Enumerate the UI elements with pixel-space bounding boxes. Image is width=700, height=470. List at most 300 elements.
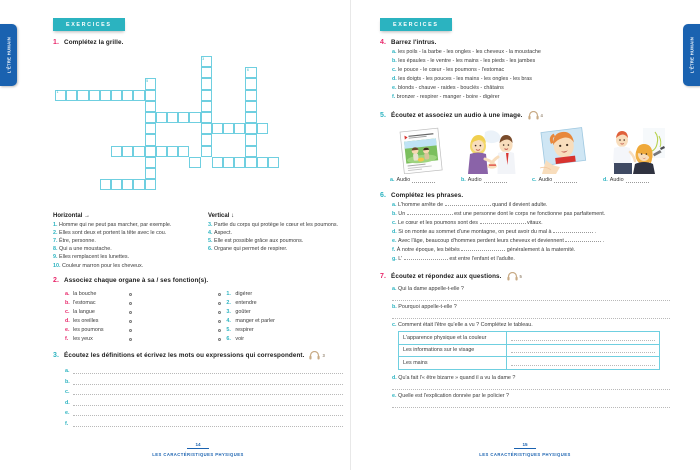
table-row-input[interactable] (507, 344, 660, 357)
intrus-letter: a. (392, 49, 398, 55)
caption-text-d: Audio (609, 176, 624, 183)
footer-title-left: LES CARACTÉRISTIQUES PHYSIQUES (152, 452, 244, 457)
intrus-item[interactable] (392, 93, 670, 102)
matching-left-text: les oreilles (73, 318, 99, 325)
table-row-dotted-line (511, 365, 655, 366)
exercise-7-heading (380, 272, 670, 281)
table-row-dotted-line (511, 340, 655, 341)
crossword-cell[interactable] (201, 134, 212, 145)
page-number-left: 14 (187, 442, 209, 449)
fill-blank-input[interactable] (407, 210, 453, 215)
intrus-item[interactable] (392, 66, 670, 75)
caption-letter-c: c. (532, 176, 537, 183)
footer-right (380, 433, 670, 458)
crossword-cell[interactable] (201, 112, 212, 123)
matching-left-dot[interactable] (129, 338, 132, 341)
image-option-b[interactable] (461, 126, 524, 183)
exercise-5-number: 5. (380, 111, 387, 119)
fill-blank-before: Si on monte au sommet d'une montagne, on peut avoir du mal à (398, 228, 554, 235)
crossword-cell[interactable] (223, 157, 234, 168)
answer-line-row[interactable] (53, 364, 343, 375)
table-row-label: Les informations sur le visage (399, 344, 507, 357)
clue-number: 9. (53, 254, 59, 261)
answer-line-blank[interactable] (73, 379, 343, 385)
intrus-letter: e. (392, 85, 398, 92)
crossword-cell[interactable] (167, 112, 178, 123)
image-option-c[interactable] (532, 126, 595, 183)
crossword-cell[interactable] (245, 90, 256, 101)
crossword-cell[interactable] (189, 157, 200, 168)
side-tab-right-label: L'ÊTRE HUMAIN (689, 36, 694, 74)
matching-right-dot[interactable] (218, 338, 221, 341)
question-7a-text: Qui la dame appelle-t-elle ? (398, 286, 464, 293)
crossword-cell[interactable] (234, 123, 245, 134)
exercise-4-list[interactable] (380, 48, 670, 103)
caption-blank-a[interactable] (412, 178, 435, 183)
table-row (399, 344, 660, 357)
crossword-cell[interactable] (145, 179, 156, 190)
crossword-cell[interactable] (145, 168, 156, 179)
exercise-7-number: 7. (380, 273, 387, 281)
illustration-hair-salon (603, 126, 666, 174)
caption-text-b: Audio (467, 176, 482, 183)
exercise-6-title: Complétez les phrases. (391, 191, 464, 199)
matching-right-number: 4. (226, 318, 231, 325)
fill-blank-letter: g. (392, 256, 399, 263)
matching-left-text: la bouche (73, 291, 97, 298)
clue-item (208, 245, 343, 253)
matching-right-text: manger et parler (235, 318, 275, 325)
intrus-letter: f. (392, 94, 397, 101)
page-number-right: 15 (514, 442, 536, 449)
clue-number: 5. (208, 237, 214, 244)
table-row-dotted-line (511, 352, 655, 353)
clue-text: Elles sont deux et portent la tête avec le cou. (59, 229, 167, 236)
crossword-cell[interactable] (201, 146, 212, 157)
headphone-glyph-7 (507, 272, 518, 281)
crossword-cell[interactable] (100, 90, 111, 101)
caption-c (532, 177, 595, 183)
clues-vertical (208, 213, 343, 270)
exercise-6-heading (380, 192, 670, 199)
fill-blank-input[interactable] (404, 255, 448, 260)
caption-blank-d[interactable] (626, 178, 649, 183)
matching-row (53, 326, 343, 335)
crossword-cell-number: 3 (202, 56, 205, 61)
matching-right-number: 1. (226, 291, 231, 298)
fill-blank-before: À notre époque, les bébés (396, 247, 462, 254)
fill-blank-before: Le cœur et les poumons sont des (398, 219, 480, 226)
fill-blank-input[interactable] (553, 228, 593, 233)
crossword-cell[interactable] (156, 112, 167, 123)
answer-line-row[interactable] (53, 416, 343, 427)
answer-line-blank[interactable] (73, 389, 343, 395)
matching-right-text: voir (235, 336, 245, 343)
crossword-cell[interactable] (122, 146, 133, 157)
question-7a-letter: a. (392, 286, 397, 293)
crossword-cell[interactable] (145, 157, 156, 168)
crossword-cell[interactable] (234, 157, 245, 168)
intrus-text: blonds - chauve - raides - bouclés - châtains (398, 85, 504, 92)
question-7e-letter: e. (392, 392, 397, 399)
answer-line-letter: c. (65, 389, 70, 396)
clue-number: 10. (53, 262, 62, 269)
matching-right-dot[interactable] (218, 311, 221, 314)
intrus-letter: c. (392, 67, 398, 74)
caption-a (390, 177, 453, 183)
caption-d (603, 177, 666, 183)
fill-blank-item[interactable] (392, 255, 670, 264)
crossword-cell[interactable] (245, 123, 256, 134)
table-row-label: L'apparence physique et la couleur (399, 332, 507, 345)
exercise-3-number: 3. (53, 351, 60, 359)
answer-line-row[interactable] (53, 385, 343, 396)
crossword-cell[interactable] (145, 134, 156, 145)
matching-right-dot[interactable] (218, 302, 221, 305)
crossword-cell[interactable] (245, 101, 256, 112)
answer-line-7b[interactable] (392, 310, 670, 319)
clues-horizontal (53, 213, 188, 270)
fill-blank-after: généralement à la maternité. (505, 247, 576, 254)
matching-left-dot[interactable] (129, 311, 132, 314)
clue-item (208, 221, 343, 229)
exercise-2-number: 2. (53, 276, 60, 284)
crossword-cell[interactable] (245, 134, 256, 145)
intrus-text: bronzer - respirer - manger - boire - digérer (396, 94, 500, 101)
crossword-cell[interactable] (89, 90, 100, 101)
crossword-cell[interactable] (167, 146, 178, 157)
exercise-1-heading (53, 39, 343, 46)
clue-item (208, 229, 343, 237)
crossword-cell[interactable] (178, 112, 189, 123)
matching-right-text: entendre (235, 300, 257, 307)
matching-left-letter: e. (65, 327, 70, 334)
crossword-cell[interactable] (111, 179, 122, 190)
fill-blank-item[interactable] (392, 246, 670, 255)
crossword-cell[interactable] (111, 146, 122, 157)
audio-number-7: 5 (519, 274, 522, 280)
crossword-cell[interactable] (245, 67, 256, 78)
clue-item (208, 237, 343, 245)
matching-right-text: goûter (235, 309, 251, 316)
fill-blank-letter: e. (392, 237, 398, 244)
matching-right-number: 2. (226, 300, 231, 307)
matching-right-dot[interactable] (218, 293, 221, 296)
table-row (399, 332, 660, 345)
exercise-3-title: Écoutez les définitions et écrivez les mots ou expressions qui correspondent. (64, 351, 305, 359)
answer-line-letter: f. (65, 420, 69, 427)
answer-line-7e[interactable] (392, 399, 670, 408)
question-7d-letter: d. (392, 374, 397, 381)
answer-line-letter: d. (65, 399, 70, 406)
question-7d-text: Qu'a fait l'« être bizarre » quand il a vu la dame ? (398, 374, 516, 381)
fill-blank-after: vitaux. (525, 219, 543, 226)
crossword-cell-number: 6 (246, 67, 249, 72)
crossword-cell[interactable] (122, 179, 133, 190)
crossword-cell[interactable] (133, 146, 144, 157)
crossword-cell[interactable] (145, 90, 156, 101)
fill-blank-before: Avec l'âge, beaucoup d'hommes perdent leurs cheveux et deviennent (398, 237, 566, 244)
clue-item (53, 237, 188, 245)
caption-letter-d: d. (603, 176, 608, 183)
headphone-icon-7 (507, 272, 522, 281)
matching-left-letter: f. (65, 336, 69, 343)
fill-blank-item[interactable] (392, 201, 670, 210)
clue-number: 1. (53, 221, 59, 228)
matching-row (53, 290, 343, 299)
clue-text: Couleur marron pour les cheveux. (62, 262, 144, 269)
table-row-input[interactable] (507, 357, 660, 370)
answer-line-7a[interactable] (392, 292, 670, 301)
page-left (17, 0, 350, 470)
matching-row (53, 308, 343, 317)
fill-blank-before: L'homme arrête de (398, 201, 445, 208)
clue-item (53, 229, 188, 237)
answer-line-row[interactable] (53, 374, 343, 385)
crossword-cell[interactable] (201, 90, 212, 101)
crossword-cell[interactable] (257, 157, 268, 168)
matching-left-dot[interactable] (129, 320, 132, 323)
crossword-cell[interactable] (245, 112, 256, 123)
crossword-cell[interactable] (212, 123, 223, 134)
crossword-cell[interactable] (156, 146, 167, 157)
matching-row (53, 299, 343, 308)
exercise-2-heading (53, 277, 343, 284)
crossword-cell[interactable] (257, 123, 268, 134)
table-row-label: Les mains (399, 357, 507, 370)
exercise-6-list[interactable] (380, 201, 670, 265)
matching-left-letter: c. (65, 309, 70, 316)
crossword-cell[interactable] (66, 90, 77, 101)
answer-lines-ex3[interactable] (53, 364, 343, 427)
question-7c-text: Comment était l'être qu'elle a vu ? Complétez le tableau. (398, 322, 533, 329)
crossword-cell[interactable] (223, 123, 234, 134)
description-table[interactable] (398, 331, 660, 370)
answer-line-blank[interactable] (73, 368, 343, 374)
matching-left-text: les yeux (73, 336, 93, 343)
fill-blank-after: . (593, 228, 597, 235)
caption-text-a: Audio (396, 176, 411, 183)
clue-number: 8. (53, 246, 59, 253)
intrus-item[interactable] (392, 75, 670, 84)
question-7c (380, 322, 670, 328)
intrus-item[interactable] (392, 57, 670, 66)
crossword-cell[interactable] (145, 112, 156, 123)
crossword-cell[interactable] (201, 101, 212, 112)
answer-line-letter: e. (65, 410, 70, 417)
matching-left-dot[interactable] (129, 293, 132, 296)
crossword-cell[interactable] (245, 146, 256, 157)
caption-blank-b[interactable] (484, 178, 507, 183)
fill-blank-after: est entre l'enfant et l'adulte. (447, 256, 515, 263)
crossword-cell[interactable] (111, 90, 122, 101)
fill-blank-letter: a. (392, 201, 398, 208)
fill-blank-after: quand il devient adulte. (490, 201, 548, 208)
fill-blank-item[interactable] (392, 210, 670, 219)
question-7c-letter: c. (392, 322, 397, 329)
matching-left-text: l'estomac (73, 300, 96, 307)
fill-blank-input[interactable] (461, 246, 505, 251)
illustration-framed-portrait (532, 126, 595, 174)
crossword-cell[interactable] (212, 157, 223, 168)
crossword-cell[interactable] (145, 78, 156, 89)
crossword-cell[interactable] (100, 179, 111, 190)
matching-left-letter: d. (65, 318, 70, 325)
answer-line-blank[interactable] (73, 410, 343, 416)
crossword-cell[interactable] (268, 157, 279, 168)
exercices-badge-right: EXERCICES (380, 18, 452, 31)
intrus-letter: b. (392, 58, 399, 65)
fill-blank-letter: f. (392, 247, 397, 254)
headphone-glyph-5 (528, 111, 539, 120)
crossword-cell[interactable] (245, 78, 256, 89)
clue-number: 6. (208, 246, 214, 253)
question-7b-letter: b. (392, 304, 397, 311)
exercise-7-title: Écoutez et répondez aux questions. (391, 273, 502, 281)
answer-line-letter: b. (65, 378, 70, 385)
fill-blank-item[interactable] (392, 237, 670, 246)
side-tab-left (0, 24, 17, 86)
side-tab-left-label: L'ÊTRE HUMAIN (6, 36, 11, 74)
caption-b (461, 177, 524, 183)
exercise-5-heading (380, 111, 670, 120)
question-7b-text: Pourquoi appelle-t-elle ? (398, 304, 457, 311)
crossword-cell-number: 1 (56, 90, 59, 95)
exercise-1-number: 1. (53, 39, 60, 46)
exercise-4-title: Barrez l'intrus. (391, 39, 437, 46)
crossword-cell[interactable] (77, 90, 88, 101)
clues-horizontal-title: Horizontal → (53, 213, 90, 219)
answer-line-letter: a. (65, 368, 70, 375)
clue-text: Homme qui ne peut pas marcher, par exemple. (59, 221, 172, 228)
matching-left-letter: a. (65, 291, 70, 298)
exercise-6-number: 6. (380, 191, 387, 199)
footer-title-right: LES CARACTÉRISTIQUES PHYSIQUES (479, 452, 571, 457)
headphone-icon-5 (528, 111, 543, 120)
clue-text: Qui a une moustache. (59, 246, 112, 253)
clue-text: Être, personne. (59, 237, 96, 244)
crossword-cell[interactable] (145, 123, 156, 134)
intrus-item[interactable] (392, 48, 670, 57)
crossword-cell[interactable] (133, 179, 144, 190)
audio-number-3: 3 (322, 352, 325, 358)
exercise-5-images (380, 126, 670, 183)
matching-left-dot[interactable] (129, 302, 132, 305)
clue-text: Organe qui permet de respirer. (214, 246, 288, 253)
caption-letter-a: a. (390, 176, 395, 183)
answer-line-blank[interactable] (73, 400, 343, 406)
matching-right-number: 5. (226, 327, 231, 334)
crossword-cell-number: 5 (146, 79, 149, 84)
crossword-cell[interactable] (201, 78, 212, 89)
clue-text: Elles remplacent les lunettes. (59, 254, 130, 261)
crossword-cell[interactable] (201, 67, 212, 78)
exercices-badge-left: EXERCICES (53, 18, 125, 31)
headphone-glyph-3 (309, 351, 320, 360)
crossword-cell[interactable] (133, 90, 144, 101)
clue-text: Partie du corps qui protège le cœur et les poumons. (214, 221, 339, 228)
clue-item (53, 253, 188, 261)
footer-left (53, 433, 343, 458)
answer-line-blank[interactable] (73, 421, 343, 427)
clue-number: 4. (208, 229, 214, 236)
matching-left-dot[interactable] (129, 329, 132, 332)
matching-left-text: les poumons (73, 327, 104, 334)
crossword-cell[interactable] (145, 101, 156, 112)
fill-blank-letter: c. (392, 219, 398, 226)
fill-blank-item[interactable] (392, 228, 670, 237)
answer-line-row[interactable] (53, 406, 343, 417)
crossword-cell[interactable] (178, 146, 189, 157)
caption-letter-b: b. (461, 176, 466, 183)
fill-blank-item[interactable] (392, 219, 670, 228)
clue-text: Elle est possible grâce aux poumons. (214, 237, 304, 244)
image-option-a[interactable] (390, 126, 453, 183)
intrus-text: le pouce - le cœur - les poumons - l'estomac (398, 67, 505, 74)
answer-line-7d[interactable] (392, 381, 670, 390)
fill-blank-after: . (601, 237, 605, 244)
image-option-d[interactable] (603, 126, 666, 183)
answer-line-row[interactable] (53, 395, 343, 406)
clue-number: 3. (208, 221, 214, 228)
exercise-4-heading (380, 39, 670, 46)
matching-left-text: la langue (73, 309, 95, 316)
matching-right-dot[interactable] (218, 320, 221, 323)
fill-blank-letter: b. (392, 210, 399, 217)
audio-number-5: 4 (540, 112, 543, 118)
caption-blank-c[interactable] (554, 178, 577, 183)
crossword-cell[interactable] (189, 112, 200, 123)
crossword-cell[interactable] (145, 146, 156, 157)
crossword-cell[interactable] (55, 90, 66, 101)
table-row-input[interactable] (507, 332, 660, 345)
exercise-4-number: 4. (380, 39, 387, 46)
matching-right-text: digérer (235, 291, 253, 298)
matching-right-text: respirer (235, 327, 254, 334)
clue-number: 2. (53, 229, 59, 236)
fill-blank-input[interactable] (565, 237, 601, 242)
headphone-icon-3 (309, 351, 324, 360)
matching-right-dot[interactable] (218, 329, 221, 332)
clue-item (53, 245, 188, 253)
intrus-letter: d. (392, 76, 399, 83)
table-row (399, 357, 660, 370)
intrus-text: les doigts - les pouces - les mains - les ongles - les bras (398, 76, 532, 83)
matching-right-number: 3. (226, 309, 231, 316)
crossword-cell[interactable] (201, 123, 212, 134)
crossword-cell[interactable] (122, 90, 133, 101)
matching-list[interactable] (53, 290, 343, 344)
intrus-item[interactable] (392, 84, 670, 93)
clue-item (53, 221, 188, 229)
fill-blank-before: L' (398, 256, 404, 263)
crossword-clues (53, 213, 343, 270)
crossword-cell[interactable] (245, 157, 256, 168)
intrus-text: les poils - la barbe - les ongles - les cheveux - la moustache (398, 49, 541, 55)
crossword-cell[interactable] (201, 56, 212, 67)
illustration-magazine (390, 126, 453, 174)
matching-left-letter: b. (65, 300, 70, 307)
clues-vertical-title: Vertical ↓ (208, 213, 235, 219)
fill-blank-input[interactable] (445, 201, 491, 206)
clue-text: Aspect. (214, 229, 232, 236)
exercise-3-heading (53, 351, 343, 360)
fill-blank-after: est une personne dont le corps ne fonctionne pas parfaitement. (452, 210, 606, 217)
crossword-grid[interactable] (53, 50, 343, 210)
caption-text-c: Audio (538, 176, 553, 183)
clue-item (53, 262, 188, 270)
fill-blank-input[interactable] (480, 219, 526, 224)
